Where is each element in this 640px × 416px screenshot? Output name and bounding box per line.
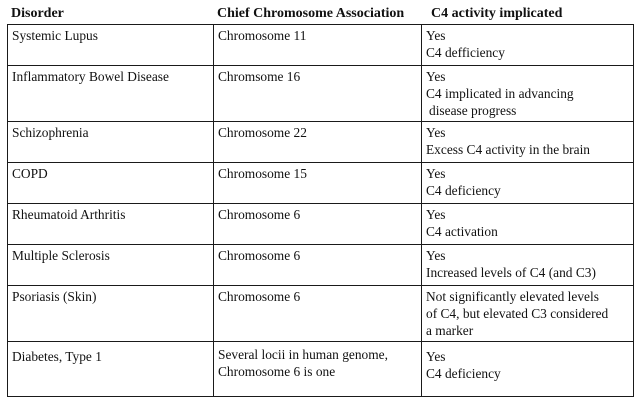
chromosome-cell: Several locii in human genome, Chromosome 6 is one [214,342,422,397]
disorder-table [7,24,634,397]
chromosome-cell: Chromsome 16 [214,66,422,122]
c4-cell: Yes C4 deficiency [422,163,634,204]
disorder-cell: Schizophrenia [8,122,214,163]
table-row [8,66,634,122]
chromosome-cell: Chromosome 11 [214,25,422,66]
c4-cell: Yes Increased levels of C4 (and C3) [422,245,634,286]
chromosome-cell: Chromosome 15 [214,163,422,204]
header-c4-activity: C4 activity implicated [431,6,563,21]
c4-cell: Yes C4 defficiency [422,25,634,66]
table-row [8,122,634,163]
table-row [8,25,634,66]
chromosome-cell: Chromosome 6 [214,286,422,342]
table-row [8,342,634,397]
c4-cell: Yes C4 activation [422,204,634,245]
disorder-table-document [7,4,633,408]
table-row [8,286,634,342]
chromosome-cell: Chromosome 22 [214,122,422,163]
c4-cell: Yes Excess C4 activity in the brain [422,122,634,163]
header-disorder: Disorder [11,6,64,21]
header-chromosome: Chief Chromosome Association [217,6,405,21]
table-row [8,245,634,286]
c4-cell: Not significantly elevated levels of C4, but elevated C3 considered a marker [422,286,634,342]
table-row [8,163,634,204]
disorder-cell: Systemic Lupus [8,25,214,66]
disorder-cell: Rheumatoid Arthritis [8,204,214,245]
disorder-cell: Diabetes, Type 1 [8,342,214,397]
disorder-cell: Multiple Sclerosis [8,245,214,286]
disorder-cell: COPD [8,163,214,204]
c4-cell: Yes C4 deficiency [422,342,634,397]
c4-cell: Yes C4 implicated in advancing disease progress [422,66,634,122]
chromosome-cell: Chromosome 6 [214,204,422,245]
chromosome-cell: Chromosome 6 [214,245,422,286]
table-row [8,204,634,245]
disorder-cell: Inflammatory Bowel Disease [8,66,214,122]
disorder-cell: Psoriasis (Skin) [8,286,214,342]
